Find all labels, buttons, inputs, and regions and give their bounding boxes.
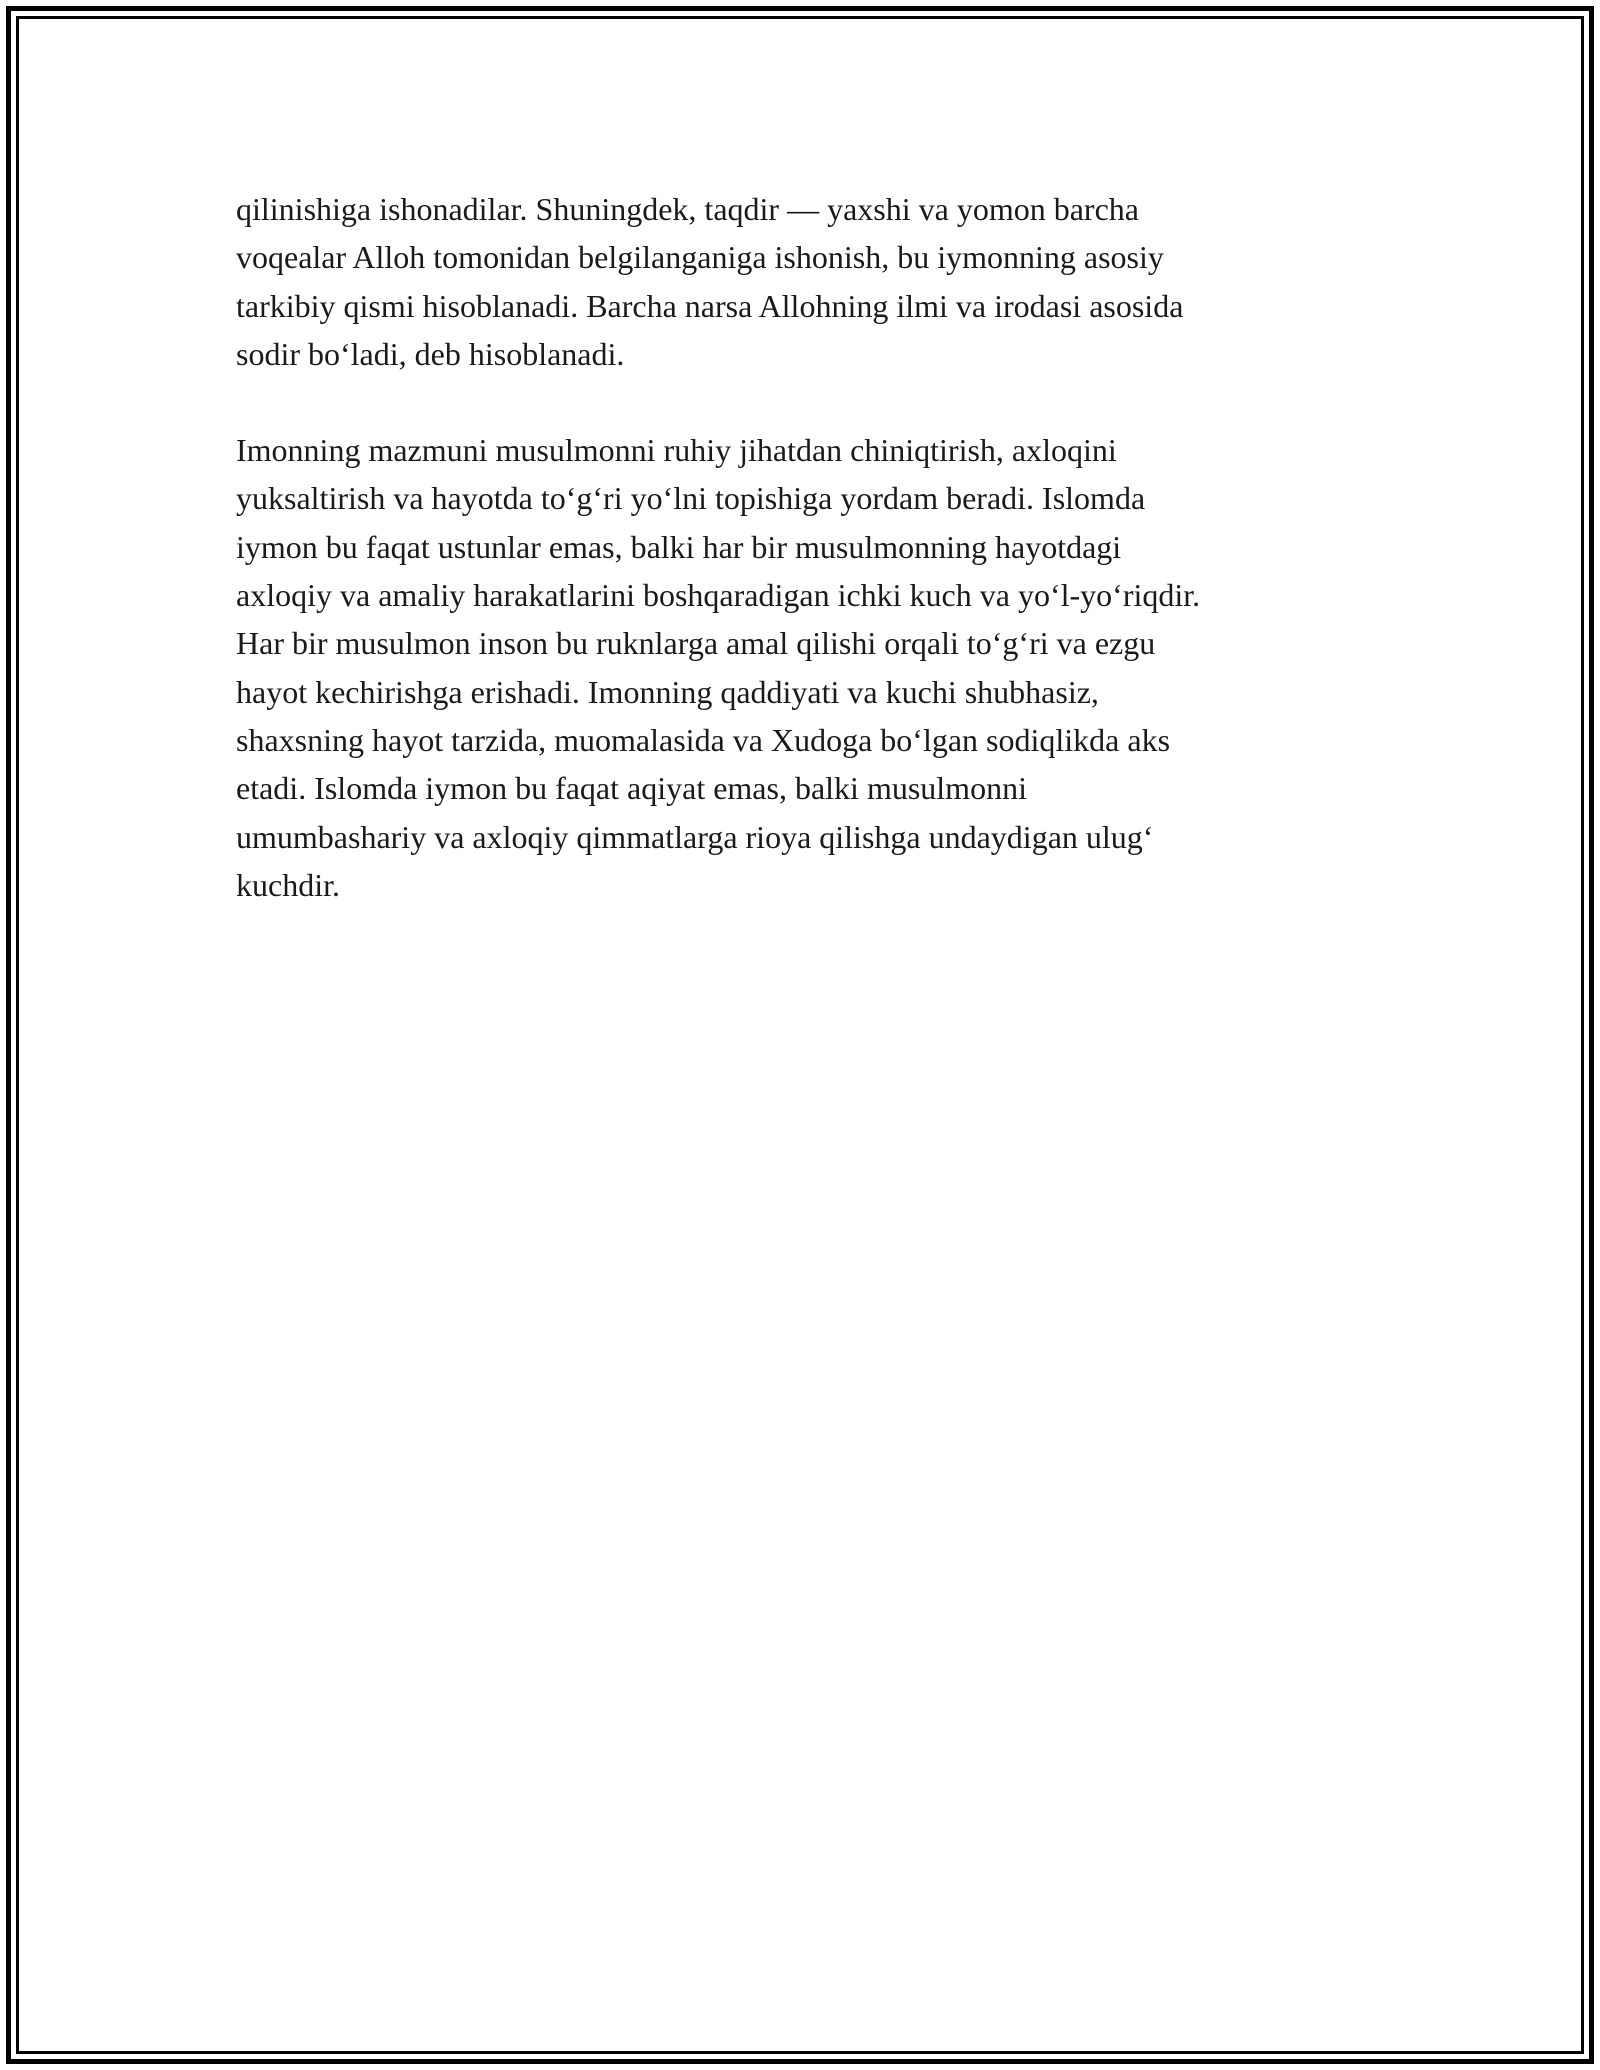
text-line: axloqiy va amaliy harakatlarini boshqaradigan ichki kuch va yoʻl-yoʻriqdir. <box>236 577 1201 614</box>
text-line: iymon bu faqat ustunlar emas, balki har bir musulmonning hayotdagi <box>236 528 1122 565</box>
text-line: qilinishiga ishonadilar. Shuningdek, taqdir — yaxshi va yomon barcha <box>236 191 1139 227</box>
document-body <box>236 185 1376 909</box>
text-line: Imonning mazmuni musulmonni ruhiy jihatdan chiniqtirish, axloqini <box>236 432 1117 469</box>
text-line: etadi. Islomda iymon bu faqat aqiyat emas, balki musulmonni <box>236 770 1027 807</box>
text-line: umumbashariy va axloqiy qimmatlarga rioya qilishga undaydigan ulugʻ <box>236 818 1154 855</box>
text-line: voqealar Alloh tomonidan belgilanganiga ishonish, bu iymonning asosiy <box>236 239 1164 276</box>
text-line: tarkibiy qismi hisoblanadi. Barcha narsa Allohning ilmi va irodasi asosida <box>236 287 1184 324</box>
text-line: sodir boʻladi, deb hisoblanadi. <box>236 335 625 372</box>
text-line: kuchdir. <box>236 866 340 903</box>
text-line: yuksaltirish va hayotda toʻgʻri yoʻlni topishiga yordam beradi. Islomda <box>236 480 1146 517</box>
text-line: Har bir musulmon inson bu ruknlarga amal qilishi orqali toʻgʻri va ezgu <box>236 625 1156 662</box>
paragraph-1 <box>236 185 1376 378</box>
text-line: shaxsning hayot tarzida, muomalasida va Xudoga boʻlgan sodiqlikda aks <box>236 721 1171 758</box>
paragraph-2 <box>236 426 1376 909</box>
text-line: hayot kechirishga erishadi. Imonning qaddiyati va kuchi shubhasiz, <box>236 673 1099 710</box>
